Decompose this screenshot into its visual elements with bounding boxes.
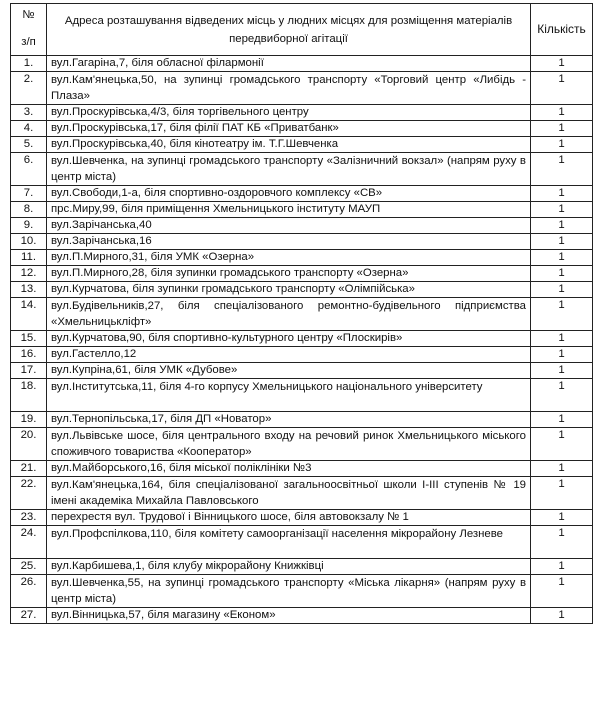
row-address: вул.Будівельників,27, біля спеціалізованого ремонтно-будівельного підприємства «Хмельницькліфт»	[47, 298, 531, 331]
row-count: 1	[531, 331, 593, 347]
row-number: 16.	[11, 347, 47, 363]
row-address: вул.Шевченка, на зупинці громадського транспорту «Залізничний вокзал» (напрям руху в центр міста)	[47, 153, 531, 186]
row-count: 1	[531, 218, 593, 234]
row-count: 1	[531, 510, 593, 526]
table-row	[11, 105, 593, 121]
row-number: 7.	[11, 186, 47, 202]
table-row	[11, 331, 593, 347]
row-address: вул.П.Мирного,31, біля УМК «Озерна»	[47, 250, 531, 266]
row-address: вул.Зарічанська,40	[47, 218, 531, 234]
row-count: 1	[531, 428, 593, 461]
row-address: вул.Свободи,1-а, біля спортивно-оздоровчого комплексу «СВ»	[47, 186, 531, 202]
row-count: 1	[531, 559, 593, 575]
row-address: вул.Тернопільська,17, біля ДП «Новатор»	[47, 412, 531, 428]
table-row	[11, 266, 593, 282]
row-count: 1	[531, 379, 593, 412]
row-number: 26.	[11, 575, 47, 608]
row-address: вул.Купріна,61, біля УМК «Дубове»	[47, 363, 531, 379]
table-row	[11, 72, 593, 105]
row-number: 15.	[11, 331, 47, 347]
row-number: 2.	[11, 72, 47, 105]
header-number	[11, 4, 47, 56]
row-address: вул.Карбишева,1, біля клубу мікрорайону Книжківці	[47, 559, 531, 575]
row-address: вул.Курчатова,90, біля спортивно-культурного центру «Плоскирів»	[47, 331, 531, 347]
row-address: вул.Профспілкова,110, біля комітету самоорганізації населення мікрорайону Лезневе	[47, 526, 531, 559]
row-number: 3.	[11, 105, 47, 121]
row-number: 22.	[11, 477, 47, 510]
row-count: 1	[531, 186, 593, 202]
row-number: 19.	[11, 412, 47, 428]
row-number: 9.	[11, 218, 47, 234]
row-address: вул.Майборського,16, біля міської поліклініки №3	[47, 461, 531, 477]
row-number: 13.	[11, 282, 47, 298]
row-count: 1	[531, 234, 593, 250]
row-number: 25.	[11, 559, 47, 575]
table-row	[11, 428, 593, 461]
table-row	[11, 510, 593, 526]
table-row	[11, 347, 593, 363]
row-number: 21.	[11, 461, 47, 477]
table-row	[11, 121, 593, 137]
table-row	[11, 56, 593, 72]
row-number: 4.	[11, 121, 47, 137]
table-row	[11, 234, 593, 250]
row-address: перехрестя вул. Трудової і Вінницького шосе, біля автовокзалу № 1	[47, 510, 531, 526]
row-count: 1	[531, 298, 593, 331]
row-address: вул.Проскурівська,17, біля філії ПАТ КБ «Приватбанк»	[47, 121, 531, 137]
table-row	[11, 218, 593, 234]
row-count: 1	[531, 105, 593, 121]
header-number-sign: №	[22, 8, 35, 21]
table-row	[11, 202, 593, 218]
table-header-row	[11, 4, 593, 56]
row-number: 24.	[11, 526, 47, 559]
row-number: 14.	[11, 298, 47, 331]
row-count: 1	[531, 153, 593, 186]
table-row	[11, 137, 593, 153]
row-count: 1	[531, 282, 593, 298]
row-number: 20.	[11, 428, 47, 461]
row-number: 12.	[11, 266, 47, 282]
row-number: 27.	[11, 608, 47, 624]
row-count: 1	[531, 608, 593, 624]
row-count: 1	[531, 477, 593, 510]
table-row	[11, 282, 593, 298]
row-count: 1	[531, 72, 593, 105]
row-address: вул.Проскурівська,40, біля кінотеатру ім. Т.Г.Шевченка	[47, 137, 531, 153]
row-count: 1	[531, 137, 593, 153]
row-count: 1	[531, 347, 593, 363]
row-count: 1	[531, 56, 593, 72]
document-page	[10, 3, 592, 624]
row-address: вул.Шевченка,55, на зупинці громадського транспорту «Міська лікарня» (напрям руху в центр міста)	[47, 575, 531, 608]
row-number: 10.	[11, 234, 47, 250]
row-number: 23.	[11, 510, 47, 526]
row-address: вул.Гастелло,12	[47, 347, 531, 363]
row-number: 6.	[11, 153, 47, 186]
row-count: 1	[531, 250, 593, 266]
table-row	[11, 559, 593, 575]
row-count: 1	[531, 363, 593, 379]
table-row	[11, 575, 593, 608]
row-address: прс.Миру,99, біля приміщення Хмельницького інституту МАУП	[47, 202, 531, 218]
row-number: 11.	[11, 250, 47, 266]
row-count: 1	[531, 461, 593, 477]
table-row	[11, 379, 593, 412]
agitation-places-table	[10, 3, 593, 624]
row-address: вул.П.Мирного,28, біля зупинки громадського транспорту «Озерна»	[47, 266, 531, 282]
row-number: 1.	[11, 56, 47, 72]
row-address: вул.Проскурівська,4/3, біля торгівельного центру	[47, 105, 531, 121]
table-row	[11, 477, 593, 510]
row-address: вул.Зарічанська,16	[47, 234, 531, 250]
table-row	[11, 412, 593, 428]
table-row	[11, 461, 593, 477]
table-row	[11, 608, 593, 624]
row-address: вул.Львівське шосе, біля центрального входу на речовий ринок Хмельницького міського споживчого товариства «Кооператор»	[47, 428, 531, 461]
table-row	[11, 153, 593, 186]
row-address: вул.Інститутська,11, біля 4-го корпусу Хмельницького національного університету	[47, 379, 531, 412]
row-number: 5.	[11, 137, 47, 153]
table-row	[11, 363, 593, 379]
table-row	[11, 298, 593, 331]
row-address: вул.Кам'янецька,50, на зупинці громадського транспорту «Торговий центр «Либідь - Плаза»	[47, 72, 531, 105]
row-address: вул.Вінницька,57, біля магазину «Економ»	[47, 608, 531, 624]
row-address: вул.Кам'янецька,164, біля спеціалізованої загальноосвітньої школи І-ІІІ ступенів № 19 імені академіка Михайла Павловського	[47, 477, 531, 510]
table-row	[11, 526, 593, 559]
row-number: 8.	[11, 202, 47, 218]
header-number-abbr: з/п	[21, 35, 36, 48]
table-row	[11, 186, 593, 202]
row-count: 1	[531, 526, 593, 559]
row-address: вул.Гагаріна,7, біля обласної філармонії	[47, 56, 531, 72]
row-count: 1	[531, 202, 593, 218]
table-row	[11, 250, 593, 266]
row-number: 18.	[11, 379, 47, 412]
header-address: Адреса розташування відведених місць у людних місцях для розміщення матеріалів передвиборної агітації	[47, 4, 531, 56]
row-count: 1	[531, 575, 593, 608]
row-count: 1	[531, 121, 593, 137]
row-count: 1	[531, 412, 593, 428]
header-count: Кількість	[531, 4, 593, 56]
row-address: вул.Курчатова, біля зупинки громадського транспорту «Олімпійська»	[47, 282, 531, 298]
row-count: 1	[531, 266, 593, 282]
row-number: 17.	[11, 363, 47, 379]
